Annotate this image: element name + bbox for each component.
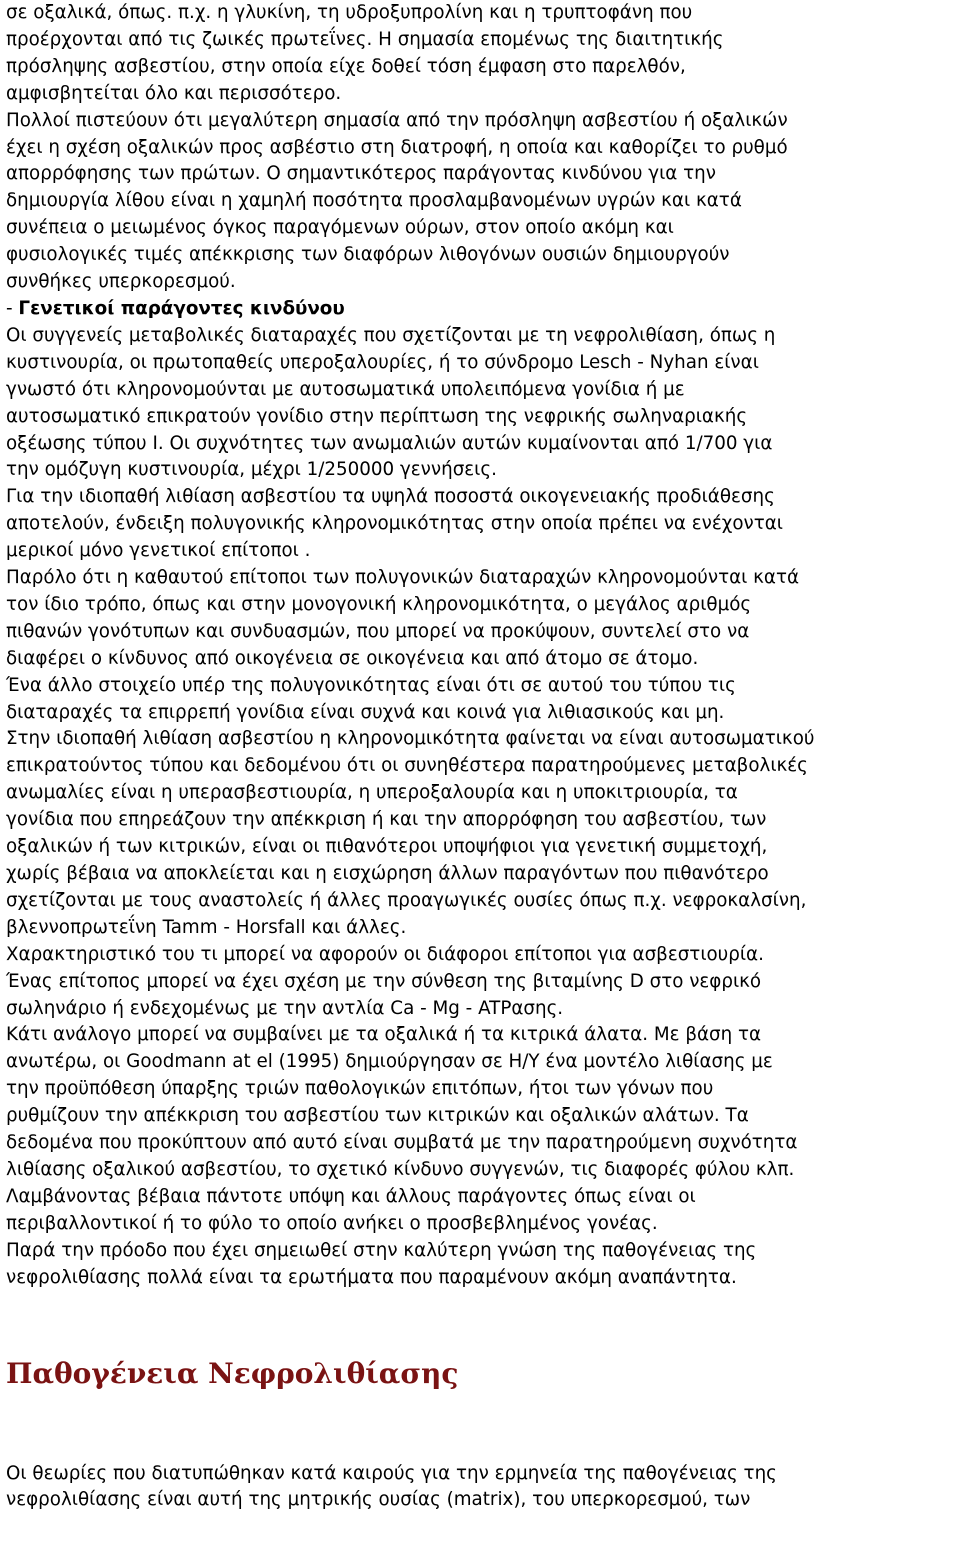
text-line: τον ίδιο τρόπο, όπως και στην μονογονική κληρονομικότητα, ο μεγάλος αριθμός xyxy=(6,593,752,615)
heading-line xyxy=(6,296,956,323)
text-line: χωρίς βέβαια να αποκλείεται και η εισχώρηση άλλων παραγόντων που πιθανότερο xyxy=(6,863,769,884)
text-line: Οι θεωρίες που διατυπώθηκαν κατά καιρούς για την ερμηνεία της παθογένειας της xyxy=(6,1462,777,1484)
text-line: σωληνάριο ή ενδεχομένως με την αντλία Ca - Mg - ATPασης. xyxy=(6,997,564,1019)
text-line: μερικοί μόνο γενετικοί επίτοποι . xyxy=(6,540,311,562)
text-line: Λαμβάνοντας βέβαια πάντοτε υπόψη και άλλους παράγοντες όπως είναι οι xyxy=(6,1185,696,1207)
text-line: διαφέρει ο κίνδυνος από οικογένεια σε οικογένεια και από άτομο σε άτομο. xyxy=(6,647,699,669)
text-line: βλεννοπρωτεΐνη Tamm - Horsfall και άλλες. xyxy=(6,916,407,938)
spacer xyxy=(6,1292,956,1356)
heading-prefix: - xyxy=(6,297,19,319)
text-line: γνωστό ότι κληρονομούνται με αυτοσωματικά υπολειπόμενα γονίδια ή με xyxy=(6,378,685,400)
text-line: Για την ιδιοπαθή λιθίαση ασβεστίου τα υψηλά ποσοστά οικογενειακής προδιάθεσης xyxy=(6,486,775,508)
text-line: πιθανών γονότυπων και συνδυασμών, που μπορεί να προκύψουν, συντελεί στο να xyxy=(6,620,750,642)
text-line: πρόσληψης ασβεστίου, στην οποία είχε δοθεί τόση έμφαση στο παρελθόν, xyxy=(6,55,686,77)
paragraph-genetics xyxy=(6,323,956,1292)
text-line: αμφισβητείται όλο και περισσότερο. xyxy=(6,82,342,104)
text-line: Στην ιδιοπαθή λιθίαση ασβεστίου η κληρονομικότητα φαίνεται να είναι αυτοσωματικού xyxy=(6,728,815,750)
text-line: αποτελούν, ένδειξη πολυγονικής κληρονομικότητας στην οποία πρέπει να ενέχονται xyxy=(6,513,783,535)
section-title: Παθογένεια Νεφρολιθίασης xyxy=(6,1356,459,1390)
text-line: επικρατούντος τύπου και δεδομένου ότι οι συνηθέστερα παρατηρούμενες μεταβολικές xyxy=(6,755,808,777)
text-line: συνέπεια ο μειωμένος όγκος παραγόμενων ούρων, στον οποίο ακόμη και xyxy=(6,217,674,239)
text-line: απορρόφησης των πρώτων. Ο σημαντικότερος παράγοντας κινδύνου για την xyxy=(6,163,716,185)
text-line: κυστινουρία, οι πρωτοπαθείς υπεροξαλουρίες, ή το σύνδρομο Lesch - Nyhan είναι xyxy=(6,351,759,373)
text-line: την ομόζυγη κυστινουρία, μέχρι 1/250000 γεννήσεις. xyxy=(6,459,497,481)
text-line: οξέωσης τύπου I. Οι συχνότητες των ανωμαλιών αυτών κυμαίνονται από 1/700 για xyxy=(6,432,773,454)
text-line: οξαλικών ή των κιτρικών, είναι οι πιθανότεροι υποψήφιοι για γενετική συμμετοχή, xyxy=(6,836,768,858)
text-line: ρυθμίζουν την απέκκριση του ασβεστίου των κιτρικών και οξαλικών αλάτων. Τα xyxy=(6,1105,749,1127)
genetic-factors-heading-line xyxy=(6,296,956,323)
text-line: λιθίασης οξαλικού ασβεστίου, το σχετικό κίνδυνο συγγενών, τις διαφορές φύλου κλπ. xyxy=(6,1158,795,1180)
text-line: νεφρολιθίασης είναι αυτή της μητρικής ουσίας (matrix), του υπερκορεσμού, των xyxy=(6,1489,751,1511)
text-line: αυτοσωματικό επικρατούν γονίδιο στην περίπτωση της νεφρικής σωληναριακής xyxy=(6,405,748,427)
genetic-factors-heading: Γενετικοί παράγοντες κινδύνου xyxy=(18,297,345,319)
text-line: σχετίζονται με τους αναστολείς ή άλλες προαγωγικές ουσίες όπως π.χ. νεφροκαλσίνη, xyxy=(6,889,807,911)
text-line: έχει η σχέση οξαλικών προς ασβέστιο στη διατροφή, η οποία και καθορίζει το ρυθμό xyxy=(6,136,788,158)
text-line: Παρά την πρόοδο που έχει σημειωθεί στην καλύτερη γνώση της παθογένειας της xyxy=(6,1239,757,1261)
text-line: σε οξαλικά, όπως. π.χ. η γλυκίνη, τη υδροξυπρολίνη και η τρυπτοφάνη που xyxy=(6,2,693,23)
paragraph-pathogenesis xyxy=(6,1461,956,1515)
text-line: Ένας επίτοπος μπορεί να έχει σχέση με την σύνθεση της βιταμίνης D στο νεφρικό xyxy=(6,970,762,992)
text-line: διαταραχές τα επιρρεπή γονίδια είναι συχνά και κοινά για λιθιασικούς και μη. xyxy=(6,701,725,723)
text-line: Ένα άλλο στοιχείο υπέρ της πολυγονικότητας είναι ότι σε αυτού του τύπου τις xyxy=(6,674,736,696)
spacer xyxy=(6,1392,956,1461)
text-line: ανωμαλίες είναι η υπερασβεστιουρία, η υπεροξαλουρία και η υποκιτριουρία, τα xyxy=(6,782,738,804)
text-line: Χαρακτηριστικό του τι μπορεί να αφορούν οι διάφοροι επίτοποι για ασβεστιουρία. xyxy=(6,943,764,965)
text-line: περιβαλλοντικοί ή το φύλο το οποίο ανήκει ο προσβεβλημένος γονέας. xyxy=(6,1212,658,1234)
text-line: νεφρολιθίασης πολλά είναι τα ερωτήματα που παραμένουν ακόμη αναπάντητα. xyxy=(6,1266,737,1288)
text-line: γονίδια που επηρεάζουν την απέκκριση ή και την απορρόφηση του ασβεστίου, των xyxy=(6,809,767,831)
text-line: φυσιολογικές τιμές απέκκρισης των διαφόρων λιθογόνων ουσιών δημιουργούν xyxy=(6,244,730,266)
text-line: Κάτι ανάλογο μπορεί να συμβαίνει με τα οξαλικά ή τα κιτρικά άλατα. Με βάση τα xyxy=(6,1024,762,1046)
text-line: συνθήκες υπερκορεσμού. xyxy=(6,271,236,293)
text-line: δημιουργία λίθου είναι η χαμηλή ποσότητα προσλαμβανομένων υγρών και κατά xyxy=(6,190,742,212)
document-body xyxy=(6,0,956,1514)
text-line: Οι συγγενείς μεταβολικές διαταραχές που σχετίζονται με τη νεφρολιθίαση, όπως η xyxy=(6,324,776,346)
text-line: δεδομένα που προκύπτουν από αυτό είναι συμβατά με την παρατηρούμενη συχνότητα xyxy=(6,1132,798,1154)
paragraph-dietary xyxy=(6,0,956,296)
text-line: ανωτέρω, οι Goodmann at el (1995) δημιούργησαν σε Η/Υ ένα μοντέλο λιθίασης με xyxy=(6,1051,773,1073)
text-line: Παρόλο ότι η καθαυτού επίτοποι των πολυγονικών διαταραχών κληρονομούνται κατά xyxy=(6,567,800,589)
text-line: την προϋπόθεση ύπαρξης τριών παθολογικών επιτόπων, ήτοι των γόνων που xyxy=(6,1078,714,1100)
text-line: προέρχονται από τις ζωικές πρωτεΐνες. Η σημασία επομένως της διαιτητικής xyxy=(6,28,724,50)
text-line: Πολλοί πιστεύουν ότι μεγαλύτερη σημασία από την πρόσληψη ασβεστίου ή οξαλικών xyxy=(6,109,788,131)
